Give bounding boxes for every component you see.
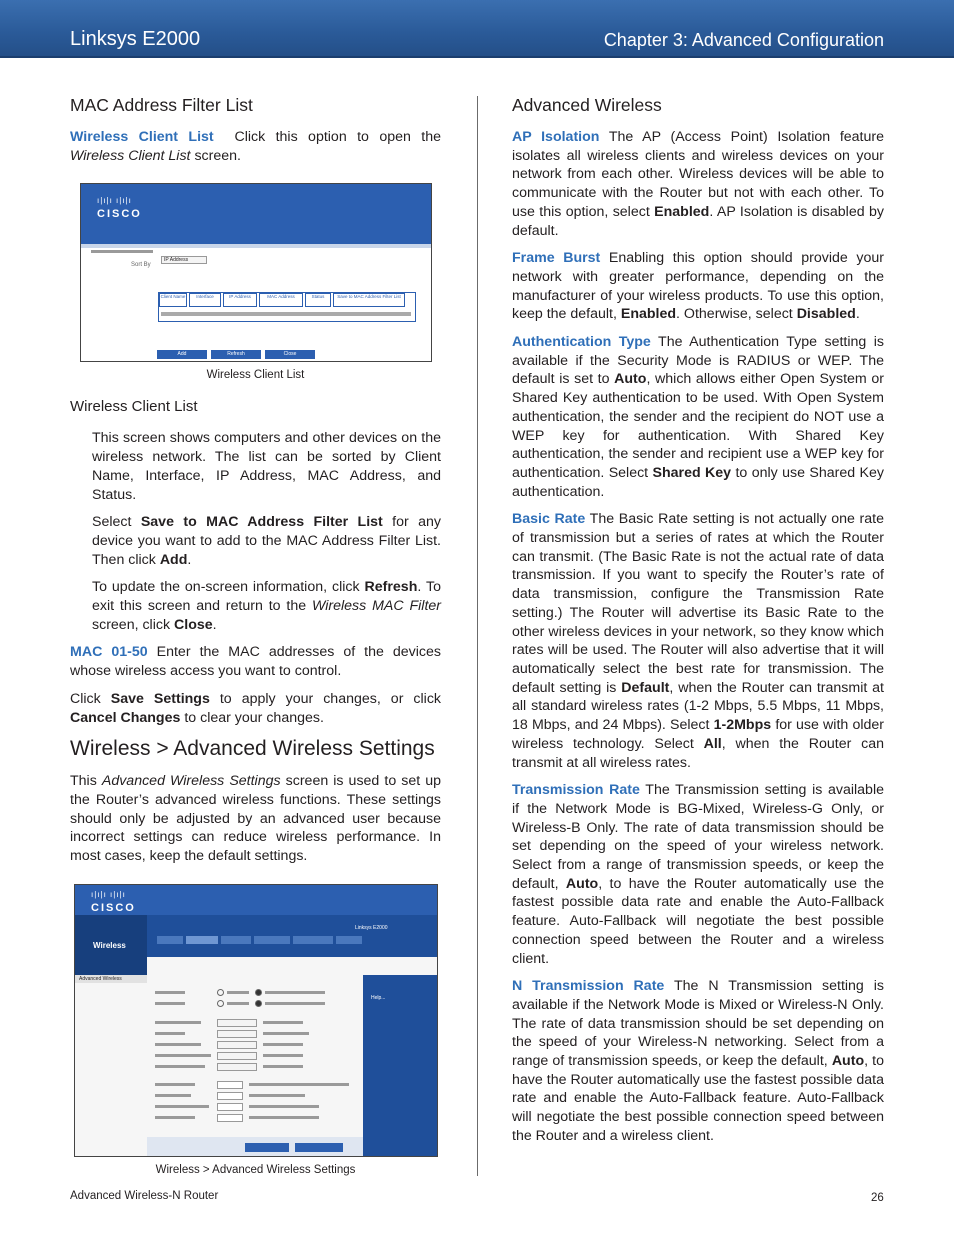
tab[interactable] xyxy=(293,936,333,944)
authentication-type-paragraph: Authentication Type The Authentication Type setting is available if the Security Mode is RADIUS or WEP. The default is set to Auto, which allows either Open System or Shared Key authentication to be used. With Open System authentication, the sender and the recipient do NOT use a WEP key for authentication. With Shared Key authentication, the sender and recipient use a WEP key for authentication. Select Shared Key to only use Shared Key authentication. xyxy=(512,334,884,500)
transmission-rate-term: Transmission Rate xyxy=(512,782,640,799)
tab-wireless[interactable] xyxy=(186,936,218,944)
close-button[interactable]: Close xyxy=(265,350,315,359)
cancel-changes-button[interactable] xyxy=(295,1143,343,1152)
tab[interactable] xyxy=(157,936,183,944)
paragraph: Select Save to MAC Address Filter List for any device you want to add to the MAC Address Filter List. Then click Add. xyxy=(92,514,441,568)
col-interface[interactable]: Interface xyxy=(189,293,221,307)
frame-burst-term: Frame Burst xyxy=(512,250,601,267)
paragraph: This screen shows computers and other devices on the wireless network. The list can be sorted by Client Name, Interface, IP Address, MAC Address, and Status. xyxy=(92,430,441,503)
subsection-label: Advanced Wireless xyxy=(75,975,147,983)
section-label: Wireless xyxy=(93,940,126,950)
add-button[interactable]: Add xyxy=(157,350,207,359)
basic-rate-paragraph: Basic Rate The Basic Rate setting is not actually one rate of transmission but a series of rates at which the Router can transmit. (The Basic Rate is not the actual rate of data transmission. If you want to specify the Router’s rate of data transmission, configure the Transmission Rate setting.) The Router will advertise its Basic Rate to the other wireless devices in your network, so they know which rates will be used. The Router will also advertise that it will automatically select the best rate for transmission. The default setting is Default, when the Router can transmit at all standard wireless rates (1-2 Mbps, 5.5 Mbps, 11 Mbps, 18 Mbps, and 24 Mbps). Select 1-2Mbps for use with older wireless technology. Select All, when the Router can transmit at all wireless rates. xyxy=(512,511,885,771)
cts-protection-select[interactable] xyxy=(217,1063,257,1071)
chapter-title: Chapter 3: Advanced Configuration xyxy=(603,30,884,50)
product-title: Linksys E2000 xyxy=(70,28,201,50)
frame-burst-paragraph: Frame Burst Enabling this option should provide your network with greater performance, depending on the manufacturer of your wireless products. To use this option, keep the default, Enabled. Otherwise, select Disabled. xyxy=(512,250,885,323)
cisco-header-bar xyxy=(81,184,431,244)
basic-rate-select[interactable] xyxy=(217,1030,257,1038)
paragraph: This Advanced Wireless Settings screen is used to set up the Router’s advanced wireless functions. These settings should only be adjusted by an advanced user because incorrect settings can reduce wireless performance. In most cases, keep the default settings. xyxy=(70,773,442,865)
sort-by-select[interactable]: IP Address xyxy=(161,256,207,264)
cisco-logo: ı|ı|ı ı|ı|ı CISCO xyxy=(91,889,136,914)
column-divider xyxy=(477,96,478,1176)
figure-caption: Wireless Client List xyxy=(206,369,305,382)
client-table xyxy=(158,292,416,322)
transmission-rate-paragraph: Transmission Rate The Transmission setting is available if the Network Mode is BG-Mixed, Wireless-G Only, or Wireless-B Only. The rate of data transmission should be set depending on the speed of your wireless network. Select from a range of transmission speeds, or keep the default, Auto, to have the Router automatically use the fastest possible data rate and enable the Auto-Fallback feature. Auto-Fallback will negotiate the best possible connection speed between the Router and a wireless client. xyxy=(512,782,884,967)
ap-isolation-disabled-radio[interactable] xyxy=(255,989,262,996)
authentication-type-term: Authentication Type xyxy=(512,334,651,351)
wireless-client-list-para: Wireless Client List Click this option to open the Wireless Client List screen. xyxy=(70,129,442,164)
auth-type-select[interactable] xyxy=(217,1019,257,1027)
col-mac-address[interactable]: MAC Address xyxy=(259,293,303,307)
mac-paragraph: MAC 01-50 Enter the MAC addresses of the devices whose wireless access you want to control. xyxy=(70,644,441,680)
frame-burst-enabled-radio[interactable] xyxy=(217,1000,224,1007)
model-label: Linksys E2000 xyxy=(355,924,388,931)
n-transmission-rate-term: N Transmission Rate xyxy=(512,978,665,995)
figure-caption: Wireless > Advanced Wireless Settings xyxy=(155,1163,356,1176)
left-column xyxy=(70,94,441,1191)
advanced-settings-heading: Wireless > Advanced Wireless Settings xyxy=(70,737,435,761)
rts-threshold-input[interactable] xyxy=(217,1114,243,1122)
n-transmission-rate-select[interactable] xyxy=(217,1052,257,1060)
refresh-button[interactable]: Refresh xyxy=(211,350,261,359)
col-status[interactable]: Status xyxy=(305,293,331,307)
fragmentation-threshold-input[interactable] xyxy=(217,1103,243,1111)
col-save-to-filter[interactable]: Save to MAC Address Filter List xyxy=(333,293,405,307)
footer-title: Advanced Wireless-N Router xyxy=(70,1190,219,1202)
beacon-interval-input[interactable] xyxy=(217,1081,243,1089)
col-client-name[interactable]: Client Name xyxy=(159,293,187,307)
save-settings-button[interactable] xyxy=(245,1143,289,1152)
basic-rate-term: Basic Rate xyxy=(512,511,586,528)
advanced-wireless-screenshot xyxy=(74,884,438,1157)
tab[interactable] xyxy=(254,936,290,944)
ap-isolation-enabled-radio[interactable] xyxy=(217,989,224,996)
sort-by-label: Sort By xyxy=(131,262,151,269)
frame-burst-disabled-radio[interactable] xyxy=(255,1000,262,1007)
tab[interactable] xyxy=(336,936,362,944)
ap-isolation-paragraph: AP Isolation The AP (Access Point) Isolation feature isolates all wireless clients and wireless devices on your network from each other. Wireless devices will be able to communicate with the Router but not with each other. To use this option, select Enabled. AP Isolation is disabled by default. xyxy=(512,129,884,239)
mac-filter-heading: MAC Address Filter List xyxy=(70,95,253,115)
cisco-logo: ı|ı|ı ı|ı|ı CISCO xyxy=(97,196,142,221)
wireless-client-list-term: Wireless Client List xyxy=(70,129,214,145)
mac-term: MAC 01-50 xyxy=(70,644,148,661)
tab-bar xyxy=(157,936,427,944)
help-link[interactable]: Help... xyxy=(371,994,386,1001)
paragraph: To update the on-screen information, click Refresh. To exit this screen and return to the Wireless MAC Filter screen, click Close. xyxy=(92,579,442,633)
wcl-sub-heading: Wireless Client List xyxy=(70,398,198,416)
transmission-rate-select[interactable] xyxy=(217,1041,257,1049)
advanced-wireless-heading: Advanced Wireless xyxy=(512,95,662,115)
cisco-header-bar xyxy=(75,885,437,915)
right-column xyxy=(512,94,884,1155)
wireless-client-list-screenshot xyxy=(80,183,432,362)
col-ip-address[interactable]: IP Address xyxy=(223,293,257,307)
n-transmission-rate-paragraph: N Transmission Rate The N Transmission setting is available if the Network Mode is Mixed or Wireless-N Only. The rate of data transmission should be set depending on the speed of your Wireless-N networking. Select from a range of transmission speeds, or keep the default, Auto, to have the Router automatically use the fastest possible data rate and enable the Auto-Fallback feature. Auto-Fallback will negotiate the best possible connection speed between the Router and a wireless client. xyxy=(512,978,884,1144)
page-number: 26 xyxy=(871,1192,884,1204)
save-settings-paragraph: Click Save Settings to apply your changes, or click Cancel Changes to clear your changes. xyxy=(70,690,442,726)
tab[interactable] xyxy=(221,936,251,944)
ap-isolation-term: AP Isolation xyxy=(512,129,600,145)
page-header xyxy=(0,0,954,58)
dtim-interval-input[interactable] xyxy=(217,1092,243,1100)
